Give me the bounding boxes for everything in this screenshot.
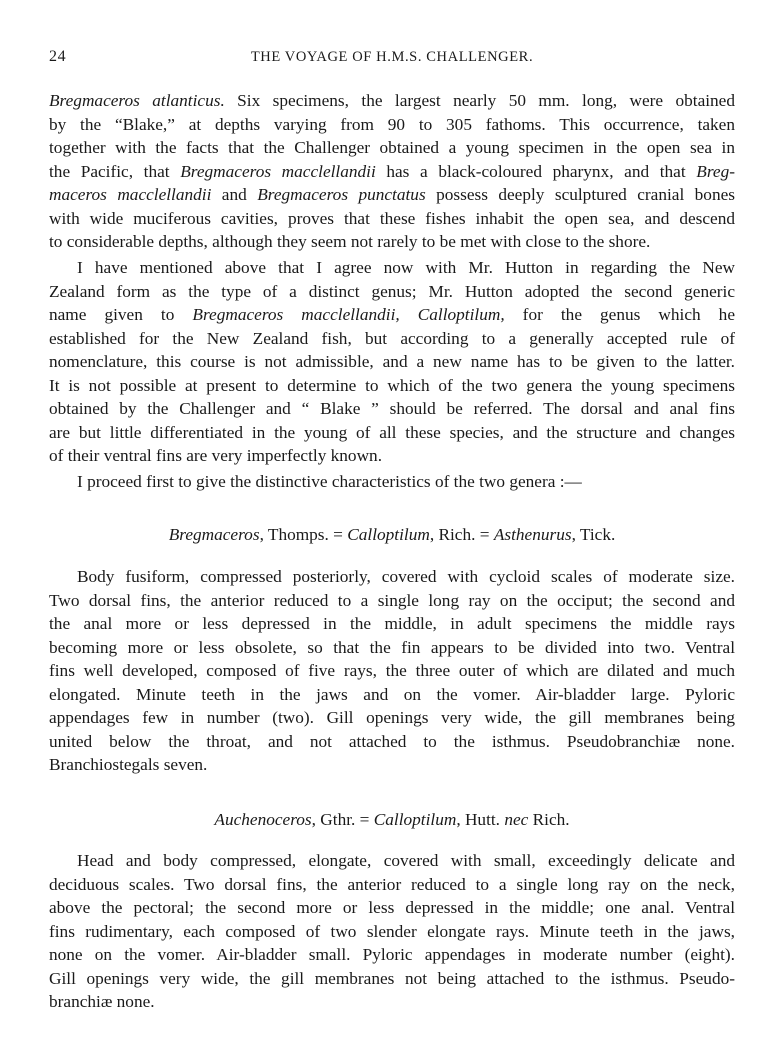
running-title: THE VOYAGE OF H.M.S. CHALLENGER. (250, 49, 534, 65)
text-line: above the pectoral; the second more or less depressed in the middle; one anal. Ventral (49, 898, 735, 917)
text-line: fins well developed, composed of five rays, the three outer of which are dilated and much (49, 661, 735, 680)
text-line: maceros macclellandii and Bregmaceros punctatus possess deeply sculptured cranial bones (49, 185, 735, 204)
text-line: appendages few in number (two). Gill openings very wide, the gill membranes being (49, 708, 735, 727)
text-line: Two dorsal fins, the anterior reduced to a single long ray on the occiput; the second and (49, 590, 735, 610)
text-line: I have mentioned above that I agree now with Mr. Hutton in regarding the New (77, 258, 735, 277)
text-line: established for the New Zealand fish, but according to a generally accepted rule of (49, 328, 735, 348)
page-number: 24 (49, 48, 67, 65)
text-line: branchiæ none. (49, 992, 155, 1011)
text-line: name given to Bregmaceros macclellandii, Calloptilum, for the genus which he (49, 305, 735, 324)
text-line: It is not possible at present to determine to which of the two genera the young specimens (49, 375, 735, 395)
text-line: fins rudimentary, each composed of two slender elongate rays. Minute teeth in the jaws, (49, 921, 735, 941)
text-line: deciduous scales. Two dorsal fins, the anterior reduced to a single long ray on the neck, (49, 874, 735, 894)
text-line: of their ventral fins are very imperfectly known. (49, 446, 383, 465)
genus-heading-auchenoceros: Auchenoceros, Gthr. = Calloptilum, Hutt. nec Rich. (214, 810, 570, 829)
text-line: together with the facts that the Challenger obtained a young specimen in the open sea in (49, 138, 735, 157)
text-line: becoming more or less obsolete, so that the fin appears to be divided into two. Ventral (49, 637, 735, 657)
text-line: the anal more or less depressed in the middle, in adult specimens the middle rays (49, 614, 735, 633)
text-line: the Pacific, that Bregmaceros macclellandii has a black-coloured pharynx, and that Breg- (49, 161, 735, 181)
text-line: united below the throat, and not attached to the isthmus. Pseudobranchiæ none. (49, 731, 735, 751)
text-line: Gill openings very wide, the gill membranes not being attached to the isthmus. Pseudo- (49, 968, 735, 988)
text-line: elongated. Minute teeth in the jaws and on the vomer. Air-bladder large. Pyloric (49, 684, 735, 704)
text-line: with wide muciferous cavities, proves that these fishes inhabit the open sea, and descend (49, 208, 735, 228)
text-line: obtained by the Challenger and “ Blake ” should be referred. The dorsal and anal fins (49, 399, 735, 418)
text-line: are but little differentiated in the young of all these species, and the structure and changes (49, 422, 735, 442)
text-line: none on the vomer. Air-bladder small. Pyloric appendages in moderate number (eight). (49, 945, 735, 964)
genus-heading-bregmaceros: Bregmaceros, Thomps. = Calloptilum, Rich. = Asthenurus, Tick. (168, 525, 616, 544)
text-line: by the “Blake,” at depths varying from 90 to 305 fathoms. This occurrence, taken (49, 114, 735, 134)
text-line: Branchiostegals seven. (49, 755, 208, 774)
text-line: Head and body compressed, elongate, covered with small, exceedingly delicate and (77, 851, 735, 870)
text-line: to considerable depths, although they seem not rarely to be met with close to the shore. (49, 232, 651, 251)
text-line: Zealand form as the type of a distinct genus; Mr. Hutton adopted the second generic (49, 281, 735, 301)
text-line: Body fusiform, compressed posteriorly, covered with cycloid scales of moderate size. (77, 567, 735, 586)
text-line: Bregmaceros atlanticus. Six specimens, the largest nearly 50 mm. long, were obtained (49, 91, 735, 110)
text-line: nomenclature, this course is not admissible, and a new name has to be given to the latter. (49, 352, 735, 371)
paragraph-intro-genera: I proceed first to give the distinctive characteristics of the two genera :— (77, 472, 582, 491)
page-header (49, 48, 735, 70)
